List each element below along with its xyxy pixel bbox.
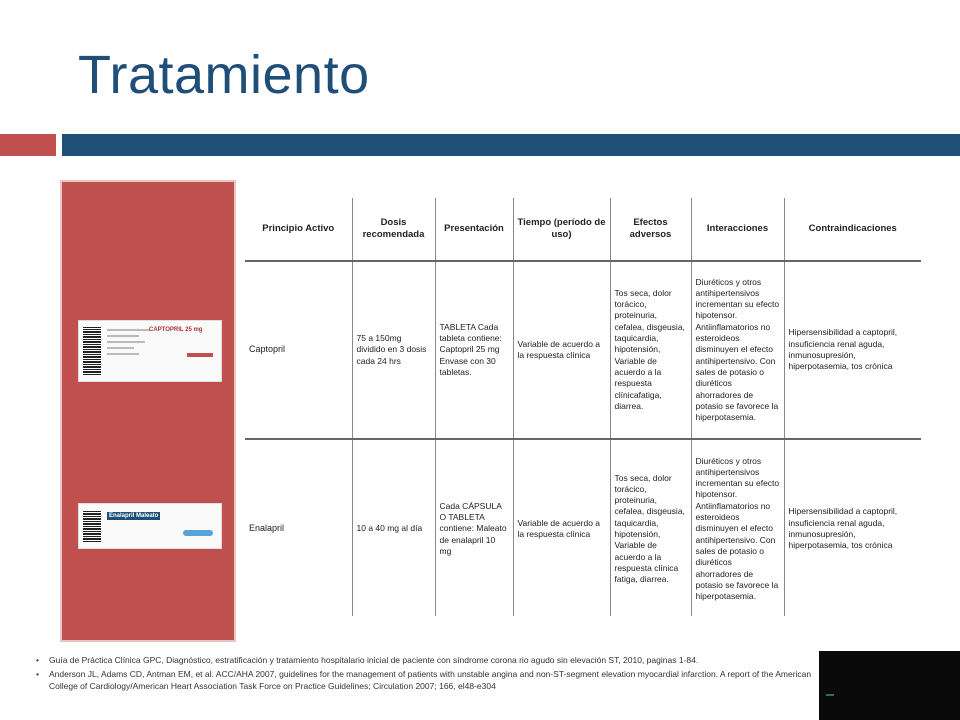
barcode-icon [83, 327, 101, 375]
table-cell: Variable de acuerdo a la respuesta clínica [513, 261, 610, 439]
table-header: Contraindicaciones [784, 198, 921, 261]
table-header: Efectos adversos [610, 198, 691, 261]
accent-bar-blue [62, 134, 960, 156]
side-panel [60, 180, 236, 642]
accent-bar-red [0, 134, 56, 156]
table-cell: Enalapril [245, 439, 352, 616]
drug-table-image [245, 198, 921, 616]
slide-title: Tratamiento [78, 45, 370, 105]
reference-item [36, 654, 814, 666]
table-cell: Hipersensibilidad a captopril, insuficiencia renal aguda, inmunosupresión, hiperpotasemia, tos crónica [784, 261, 921, 439]
captopril-box-image [78, 320, 222, 382]
table-cell: Variable de acuerdo a la respuesta clínica [513, 439, 610, 616]
reference-item [36, 668, 814, 692]
table-row [245, 261, 921, 439]
table-header: Presentación [435, 198, 513, 261]
table-cell: Tos seca, dolor torácico, proteinuria, cefalea, disgeusia, taquicardia, hipotensión, Variable de acuerdo a la respuesta clínicafatiga, diarrea. [610, 261, 691, 439]
table-cell: Tos seca, dolor torácico, proteinuria, cefalea, disgeusia, taquicardia, hipotensión, Variable de acuerdo a la respuesta clínica fatiga, diarrea. [610, 439, 691, 616]
box-label: Enalapril Maleato [109, 513, 159, 519]
table-cell: Diuréticos y otros antihipertensivos incrementan su efecto hipotensor. Antiinflamatorios no esteroideos disminuyen el efecto antihipertensivo. Con sales de potasio o diuréticos ahorradores de potasio se favorece la hiperpotasemia. [691, 261, 784, 439]
table-cell: Hipersensibilidad a captopril, insuficiencia renal aguda, inmunosupresión, hiperpotasemia, tos crónica [784, 439, 921, 616]
references [36, 654, 814, 694]
table-header: Dosis recomendada [352, 198, 435, 261]
indicator-mark [826, 694, 834, 696]
box-label: CAPTOPRIL 25 mg [149, 327, 203, 333]
bullet-icon: • [36, 655, 39, 665]
bullet-icon: • [36, 669, 39, 679]
table-cell: 75 a 150mg dividido en 3 dosis cada 24 hrs [352, 261, 435, 439]
enalapril-box-image [78, 503, 222, 549]
table-header: Interacciones [691, 198, 784, 261]
table-cell: Cada CÁPSULA O TABLETA contiene: Maleato de enalapril 10 mg [435, 439, 513, 616]
table-row [245, 439, 921, 616]
table-cell: 10 a 40 mg al día [352, 439, 435, 616]
table-cell: TABLETA Cada tableta contiene: Captopril 25 mg Envase con 30 tabletas. [435, 261, 513, 439]
barcode-icon [83, 510, 101, 542]
table-cell: Diuréticos y otros antihipertensivos incrementan su efecto hipotensor. Antiinflamatorios no esteroideos disminuyen el efecto antihipertensivo. Con sales de potasio o diuréticos ahorradores de potasio se favorece la hiperpotasemia. [691, 439, 784, 616]
drug-table [245, 198, 921, 616]
table-header: Principio Activo [245, 198, 352, 261]
table-cell: Captopril [245, 261, 352, 439]
video-thumbnail [819, 651, 960, 720]
table-header: Tiempo (período de uso) [513, 198, 610, 261]
reference-text: Guía de Práctica Clínica GPC, Diagnóstico, estratificación y tratamiento hospitalario inicial de paciente con síndrome corona rio agudo sin elevación ST, 2010, paginas 1-84. [49, 655, 699, 665]
reference-text: Anderson JL, Adams CD, Antman EM, et al. ACC/AHA 2007, guidelines for the management of patients with unstable angina and non-ST-segment elevation myocardial infarction. A report of the American College of Cardiology/American Heart Association Task Force on Practice Guidelines; Circulation 2007; 166, el48-e304 [49, 669, 812, 691]
